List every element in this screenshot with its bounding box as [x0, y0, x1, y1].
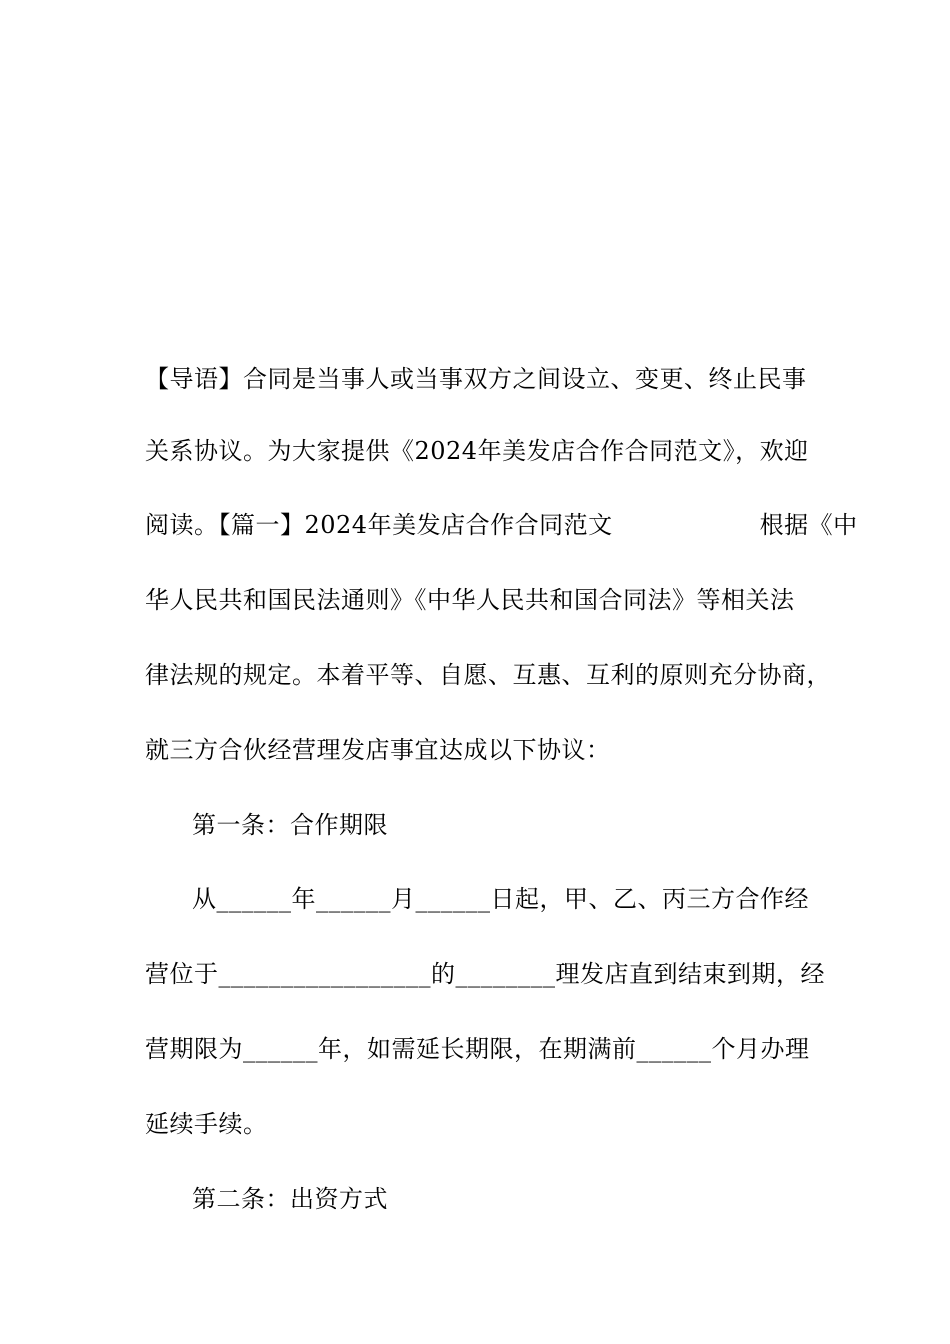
- article-1-heading: 第一条：合作期限: [192, 811, 388, 839]
- intro-line-6: 就三方合伙经营理发店事宜达成以下协议：: [145, 736, 611, 764]
- intro-line-1: 【导语】合同是当事人或当事双方之间设立、变更、终止民事: [145, 365, 807, 393]
- intro-line-3: 阅读。【篇一】2024年美发店合作合同范文 根据《中: [145, 511, 858, 539]
- intro-line-4: 华人民共和国民法通则》《中华人民共和国合同法》等相关法: [145, 586, 795, 614]
- article-1-line-2: 营位于_________________的________理发店直到结束到期，经: [145, 960, 825, 988]
- intro-line-2: 关系协议。为大家提供《2024年美发店合作合同范文》，欢迎: [145, 437, 809, 465]
- article-1-line-4: 延续手续。: [145, 1110, 268, 1138]
- article-1-line-1: 从______年______月______日起，甲、乙、丙三方合作经: [192, 885, 809, 913]
- article-2-heading: 第二条：出资方式: [192, 1185, 388, 1213]
- intro-line-5: 律法规的规定。本着平等、自愿、互惠、互利的原则充分协商，: [145, 661, 831, 689]
- article-1-line-3: 营期限为______年，如需延长期限，在期满前______个月办理: [145, 1035, 810, 1063]
